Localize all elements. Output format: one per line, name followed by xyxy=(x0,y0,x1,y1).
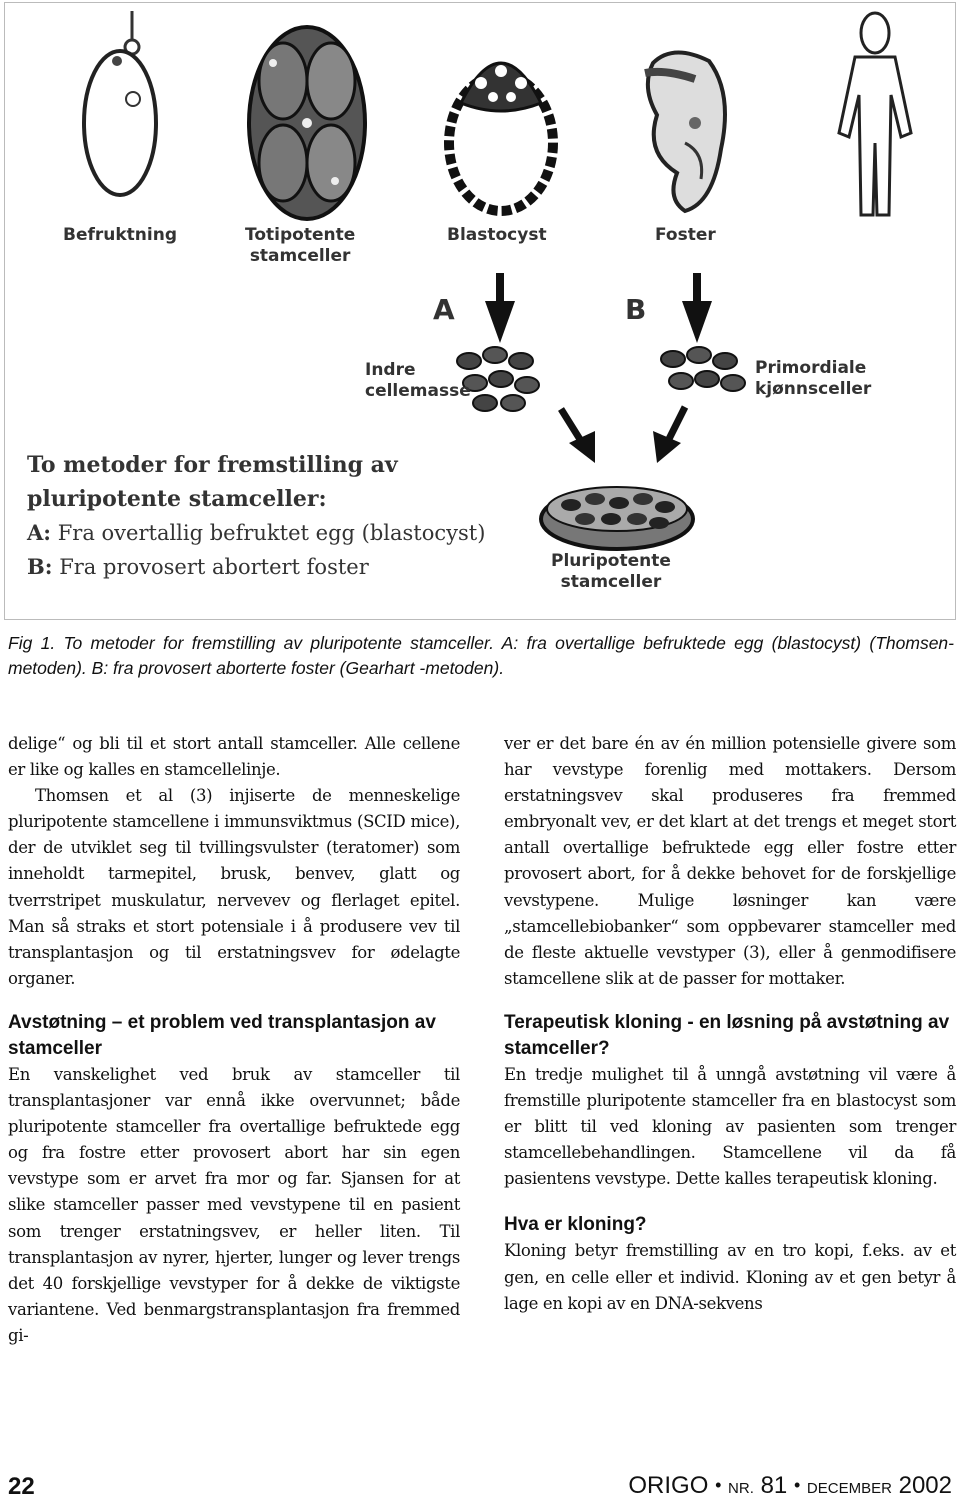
label-blastocyst: Blastocyst xyxy=(447,225,547,245)
label-pluripotente: Pluripotente stamceller xyxy=(551,551,671,592)
method-a xyxy=(27,516,485,550)
methods-legend xyxy=(27,448,485,584)
label-a: A xyxy=(433,293,455,326)
label-totipotente: Totipotente stamceller xyxy=(245,225,356,266)
label-primordiale: Primordiale kjønnsceller xyxy=(755,358,872,399)
issue-year: 2002 xyxy=(898,1472,952,1499)
method-a-key: A: xyxy=(27,520,52,545)
label-indre-cellemasse: Indre cellemasse xyxy=(365,360,471,401)
right-column xyxy=(504,731,956,1317)
left-paragraph-2: Thomsen et al (3) injiserte de menneskelige pluripotente stamcellene i immunsviktmus (SCID mice), der de utviklet seg til tvillingsvulster (teratomer) som inneholdt tarmepitel, brusk, benvev, glatt og tverrstripet muskulatur, nervevev og flerlaget epitel. Man så straks et stort potensiale i å produsere vev til transplantasjon og til erstatningsvev for ødelagte organer. xyxy=(8,786,460,988)
arrow-diagonal-right-icon xyxy=(653,407,685,463)
footer-bullet-1: • xyxy=(715,1475,722,1495)
right-paragraph-2: En tredje mulighet til å unngå avstøtning vil være å fremstille pluripotente stamceller fra en blastocyst som er blitt til ved kloning av pasienten som trenger stamcellebehandlingen. Stamcellene vil da få pasientens vevstype. Dette kalles terapeutisk kloning. xyxy=(504,1064,956,1189)
arrow-diagonal-left-icon xyxy=(561,409,595,463)
right-paragraph-1: ver er det bare én av én million potensielle givere som har vevstype forenlig med mottakers. Dersom erstatningsvev skal produseres fra fremmed embryonalt vev, er det klart at det trengs et meget stort antall overtallige befruktede egg eller fostre etter provosert abort, for å dekke behovet for de forskjellige vevstypene. Mulige løsninger kan være „stamcellebiobanker“ som oppbevarer stamceller med de fleste aktuelle vevstyper (3), eller å genmodifisere stamcellene slik at de passer for mottaker. xyxy=(504,734,956,988)
right-heading-1: Terapeutisk kloning - en løsning på avstøtning av stamceller? xyxy=(504,1011,950,1059)
left-column xyxy=(8,731,460,1349)
arrow-a-icon xyxy=(485,273,515,343)
figure-caption: Fig 1. To metoder for fremstilling av pluripotente stamceller. A: fra overtallige befruktede egg (blastocyst) (Thomsen-metoden). B: fra provosert aborterte foster (Gearhart -metoden). xyxy=(8,633,954,678)
method-b xyxy=(27,550,485,584)
fertilized-egg-icon xyxy=(84,11,156,195)
page-number: 22 xyxy=(8,1473,35,1500)
right-heading-2: Hva er kloning? xyxy=(504,1214,647,1236)
label-b: B xyxy=(625,293,647,326)
journal-name: ORIGO xyxy=(628,1472,709,1499)
label-foster: Foster xyxy=(655,225,716,245)
totipotent-cells-icon xyxy=(249,27,365,219)
footer-bullet-2: • xyxy=(793,1475,801,1495)
primordial-germ-cells-icon xyxy=(661,347,745,391)
issue-number: 81 xyxy=(760,1472,788,1499)
left-heading-1: Avstøtning – et problem ved transplantasjon av stamceller xyxy=(8,1011,436,1059)
method-b-text: Fra provosert abortert foster xyxy=(52,555,369,579)
method-a-text: Fra overtallig befruktet egg (blastocyst) xyxy=(51,521,486,545)
issue-label: NR. xyxy=(728,1480,754,1497)
fetus-icon xyxy=(645,52,725,211)
arrow-b-icon xyxy=(682,273,712,343)
methods-title-1: To metoder for fremstilling av xyxy=(27,452,398,478)
culture-dish-icon xyxy=(541,487,693,549)
figure-1 xyxy=(4,2,956,620)
method-b-key: B: xyxy=(27,554,53,579)
left-paragraph-1: delige“ og bli til et stort antall stamceller. Alle cellene er like og kalles en stamcellelinje. xyxy=(8,734,460,780)
adult-human-icon xyxy=(839,13,911,215)
journal-footer xyxy=(628,1472,952,1500)
label-befruktning: Befruktning xyxy=(63,225,178,245)
right-paragraph-3: Kloning betyr fremstilling av en tro kopi, f.eks. av et gen, en celle eller et individ. Kloning av et gen betyr å lage en kopi av en DNA-sekvens xyxy=(504,1241,956,1313)
issue-month: DECEMBER xyxy=(806,1480,892,1497)
left-paragraph-3: En vanskelighet ved bruk av stamceller til transplantasjoner var ennå ikke overvunnet; både pluripotente stamceller fra overtallige befruktede egg og fra fostre etter provosert abort har sin egen vevstype som er arvet fra mor og far. Sjansen for at slike stamceller passer med vevstypene til en pasient som trenger erstatningsvev, er heller liten. Til transplantasjon av nyrer, hjerter, lunger og lever trengs det 40 forskjellige vevstyper for å dekke de viktigste variantene. Ved benmargstransplantasjon fra fremmed gi- xyxy=(8,1064,460,1345)
methods-title-2: pluripotente stamceller: xyxy=(27,486,327,512)
blastocyst-icon xyxy=(449,63,553,211)
